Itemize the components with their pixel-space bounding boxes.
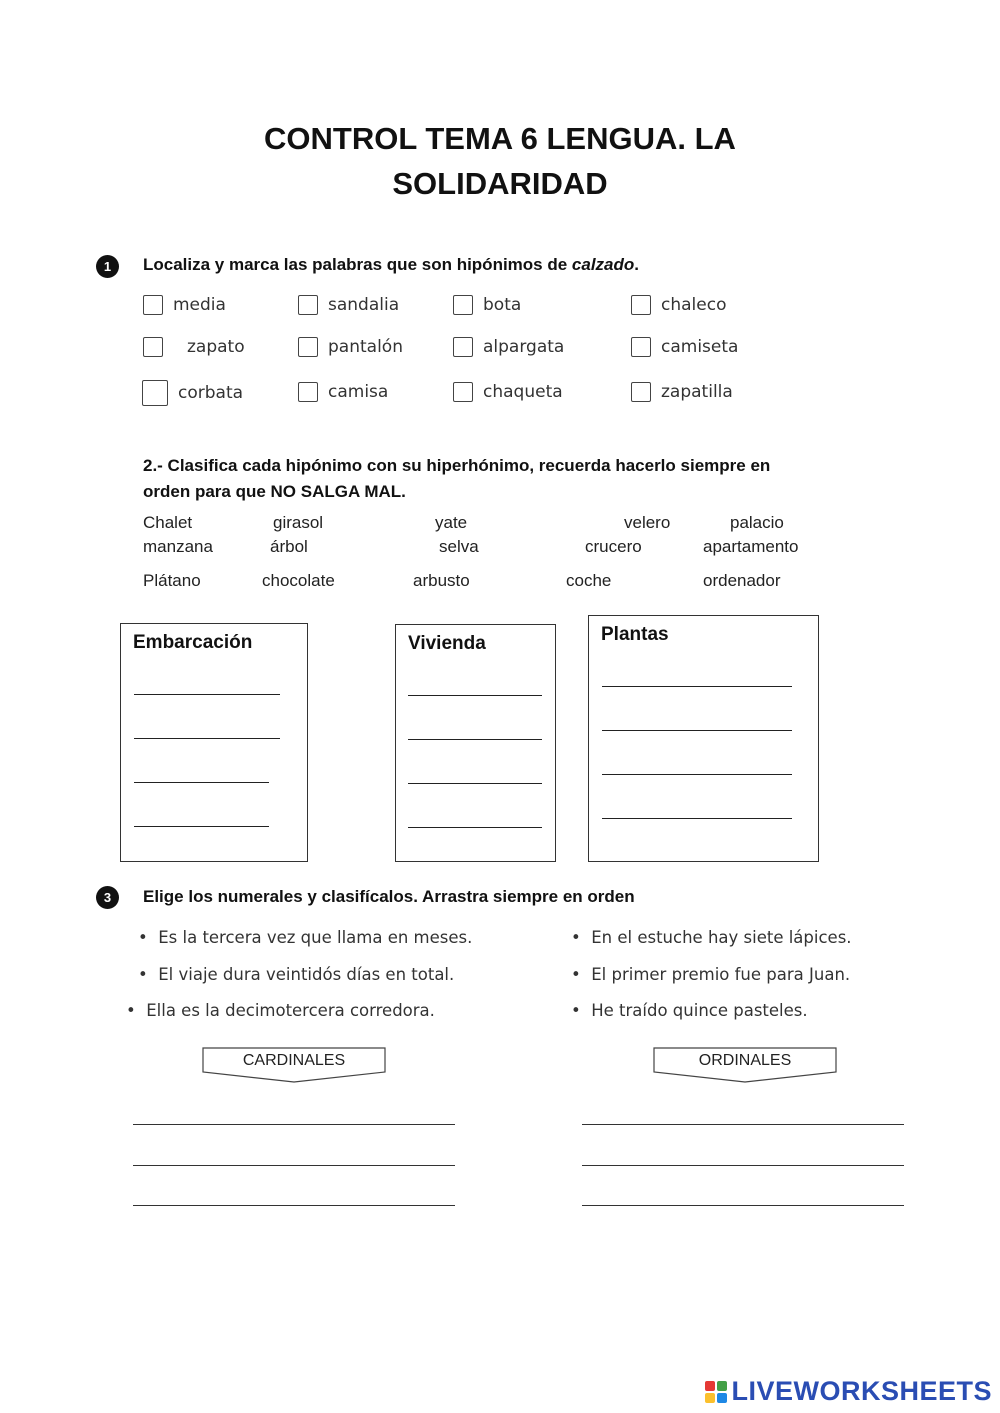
logo-mark-icon (705, 1381, 727, 1403)
sentence-item (126, 1001, 435, 1020)
option-pantalon[interactable] (298, 337, 403, 357)
sentence-text: Es la tercera vez que llama en meses. (158, 928, 473, 947)
option-label: media (173, 295, 226, 315)
sentence-text: El viaje dura veintidós días en total. (158, 965, 455, 984)
checkbox[interactable] (298, 295, 318, 315)
word-chip[interactable]: apartamento (703, 537, 799, 556)
question-3-text: Elige los numerales y clasifícalos. Arrastra siempre en orden (143, 887, 635, 906)
logo-square (705, 1381, 715, 1391)
question-2-line-2: orden para que NO SALGA MAL. (143, 482, 406, 501)
option-label: pantalón (328, 337, 403, 357)
answer-blank[interactable] (602, 730, 792, 731)
answer-blank[interactable] (408, 783, 542, 784)
option-bota[interactable] (453, 295, 521, 315)
option-label: zapato (187, 337, 245, 357)
question-2-line-1: 2.- Clasifica cada hipónimo con su hiperhónimo, recuerda hacerlo siempre en (143, 456, 771, 475)
category-box-title: Embarcación (133, 632, 253, 653)
checkbox[interactable] (298, 337, 318, 357)
sentence-text: He traído quince pasteles. (591, 1001, 808, 1020)
question-number-badge: 1 (96, 255, 119, 278)
answer-blank[interactable] (602, 774, 792, 775)
question-number-badge: 3 (96, 886, 119, 909)
word-chip[interactable]: chocolate (262, 571, 335, 590)
question-1-text-italic: calzado (571, 255, 635, 274)
title-line-1: CONTROL TEMA 6 LENGUA. LA (264, 121, 736, 156)
page-title (0, 116, 1000, 206)
option-sandalia[interactable] (298, 295, 399, 315)
word-chip[interactable]: coche (566, 571, 612, 590)
option-corbata[interactable] (142, 380, 243, 406)
category-tag-cardinales (199, 1047, 389, 1081)
option-camiseta[interactable] (631, 337, 738, 357)
answer-line-ordinales[interactable] (582, 1124, 904, 1125)
answer-line-ordinales[interactable] (582, 1165, 904, 1166)
checkbox[interactable] (631, 295, 651, 315)
sentence-text: Ella es la decimotercera corredora. (146, 1001, 435, 1020)
answer-blank[interactable] (134, 738, 280, 739)
tag-label: ORDINALES (698, 1052, 792, 1069)
question-1-text (143, 255, 639, 275)
word-chip[interactable]: manzana (143, 537, 213, 556)
word-chip[interactable]: girasol (273, 513, 324, 532)
answer-blank[interactable] (602, 686, 792, 687)
bullet-mark: • (126, 1001, 136, 1020)
sentence-item (571, 1001, 808, 1020)
sentence-item (571, 965, 850, 984)
checkbox[interactable] (453, 382, 473, 402)
word-chip[interactable]: yate (435, 513, 468, 532)
option-label: corbata (178, 383, 244, 403)
sentence-item (138, 965, 454, 984)
sentence-text: El primer premio fue para Juan. (591, 965, 851, 984)
question-1-text-main: Localiza y marca las palabras que son hipónimos de (143, 255, 572, 274)
answer-blank[interactable] (134, 694, 280, 695)
option-label: zapatilla (661, 382, 733, 402)
word-chip[interactable]: selva (439, 537, 479, 556)
option-label: sandalia (328, 295, 400, 315)
checkbox[interactable] (631, 382, 651, 402)
liveworksheets-logo (705, 1376, 992, 1407)
bullet-mark: • (138, 928, 148, 947)
checkbox[interactable] (143, 295, 163, 315)
checkbox[interactable] (631, 337, 651, 357)
checkbox[interactable] (142, 380, 168, 406)
category-box-embarcacion (120, 623, 308, 862)
bullet-mark: • (571, 1001, 581, 1020)
category-box-title: Plantas (601, 624, 669, 645)
option-camisa[interactable] (298, 382, 388, 402)
word-chip[interactable]: velero (624, 513, 671, 532)
category-box-title: Vivienda (408, 633, 486, 654)
option-chaqueta[interactable] (453, 382, 563, 402)
option-label: chaqueta (483, 382, 563, 402)
word-chip[interactable]: Chalet (143, 513, 193, 532)
logo-text: LIVEWORKSHEETS (731, 1376, 992, 1406)
word-chip[interactable]: ordenador (703, 571, 781, 590)
bullet-mark: • (571, 928, 581, 947)
category-box-vivienda (395, 624, 556, 862)
option-label: alpargata (483, 337, 565, 357)
option-alpargata[interactable] (453, 337, 564, 357)
option-label: camiseta (661, 337, 739, 357)
logo-square (717, 1381, 727, 1391)
bullet-mark: • (571, 965, 581, 984)
title-line-2: SOLIDARIDAD (392, 166, 608, 201)
checkbox[interactable] (453, 337, 473, 357)
answer-blank[interactable] (408, 739, 542, 740)
logo-square (717, 1393, 727, 1403)
bullet-mark: • (138, 965, 148, 984)
option-zapato[interactable] (143, 337, 245, 357)
question-1-text-end: . (634, 255, 640, 274)
question-2-text (143, 453, 770, 505)
checkbox[interactable] (298, 382, 318, 402)
tag-label: CARDINALES (242, 1052, 346, 1069)
category-box-plantas (588, 615, 819, 862)
word-chip[interactable]: árbol (270, 537, 308, 556)
word-chip[interactable]: arbusto (413, 571, 470, 590)
sentence-item (571, 928, 852, 947)
option-label: chaleco (661, 295, 727, 315)
option-zapatilla[interactable] (631, 382, 733, 402)
answer-blank[interactable] (408, 695, 542, 696)
word-chip[interactable]: palacio (730, 513, 784, 532)
word-chip[interactable]: Plátano (143, 571, 201, 590)
answer-line-cardinales[interactable] (133, 1205, 455, 1206)
option-media[interactable] (143, 295, 226, 315)
answer-line-cardinales[interactable] (133, 1124, 455, 1125)
category-tag-ordinales (650, 1047, 840, 1081)
option-label: camisa (328, 382, 389, 402)
answer-line-ordinales[interactable] (582, 1205, 904, 1206)
logo-square (705, 1393, 715, 1403)
answer-blank[interactable] (134, 782, 269, 783)
option-chaleco[interactable] (631, 295, 726, 315)
option-label: bota (483, 295, 522, 315)
word-chip[interactable]: crucero (585, 537, 642, 556)
answer-blank[interactable] (134, 826, 269, 827)
answer-blank[interactable] (602, 818, 792, 819)
sentence-text: En el estuche hay siete lápices. (591, 928, 852, 947)
checkbox[interactable] (453, 295, 473, 315)
answer-blank[interactable] (408, 827, 542, 828)
checkbox[interactable] (143, 337, 163, 357)
answer-line-cardinales[interactable] (133, 1165, 455, 1166)
sentence-item (138, 928, 472, 947)
